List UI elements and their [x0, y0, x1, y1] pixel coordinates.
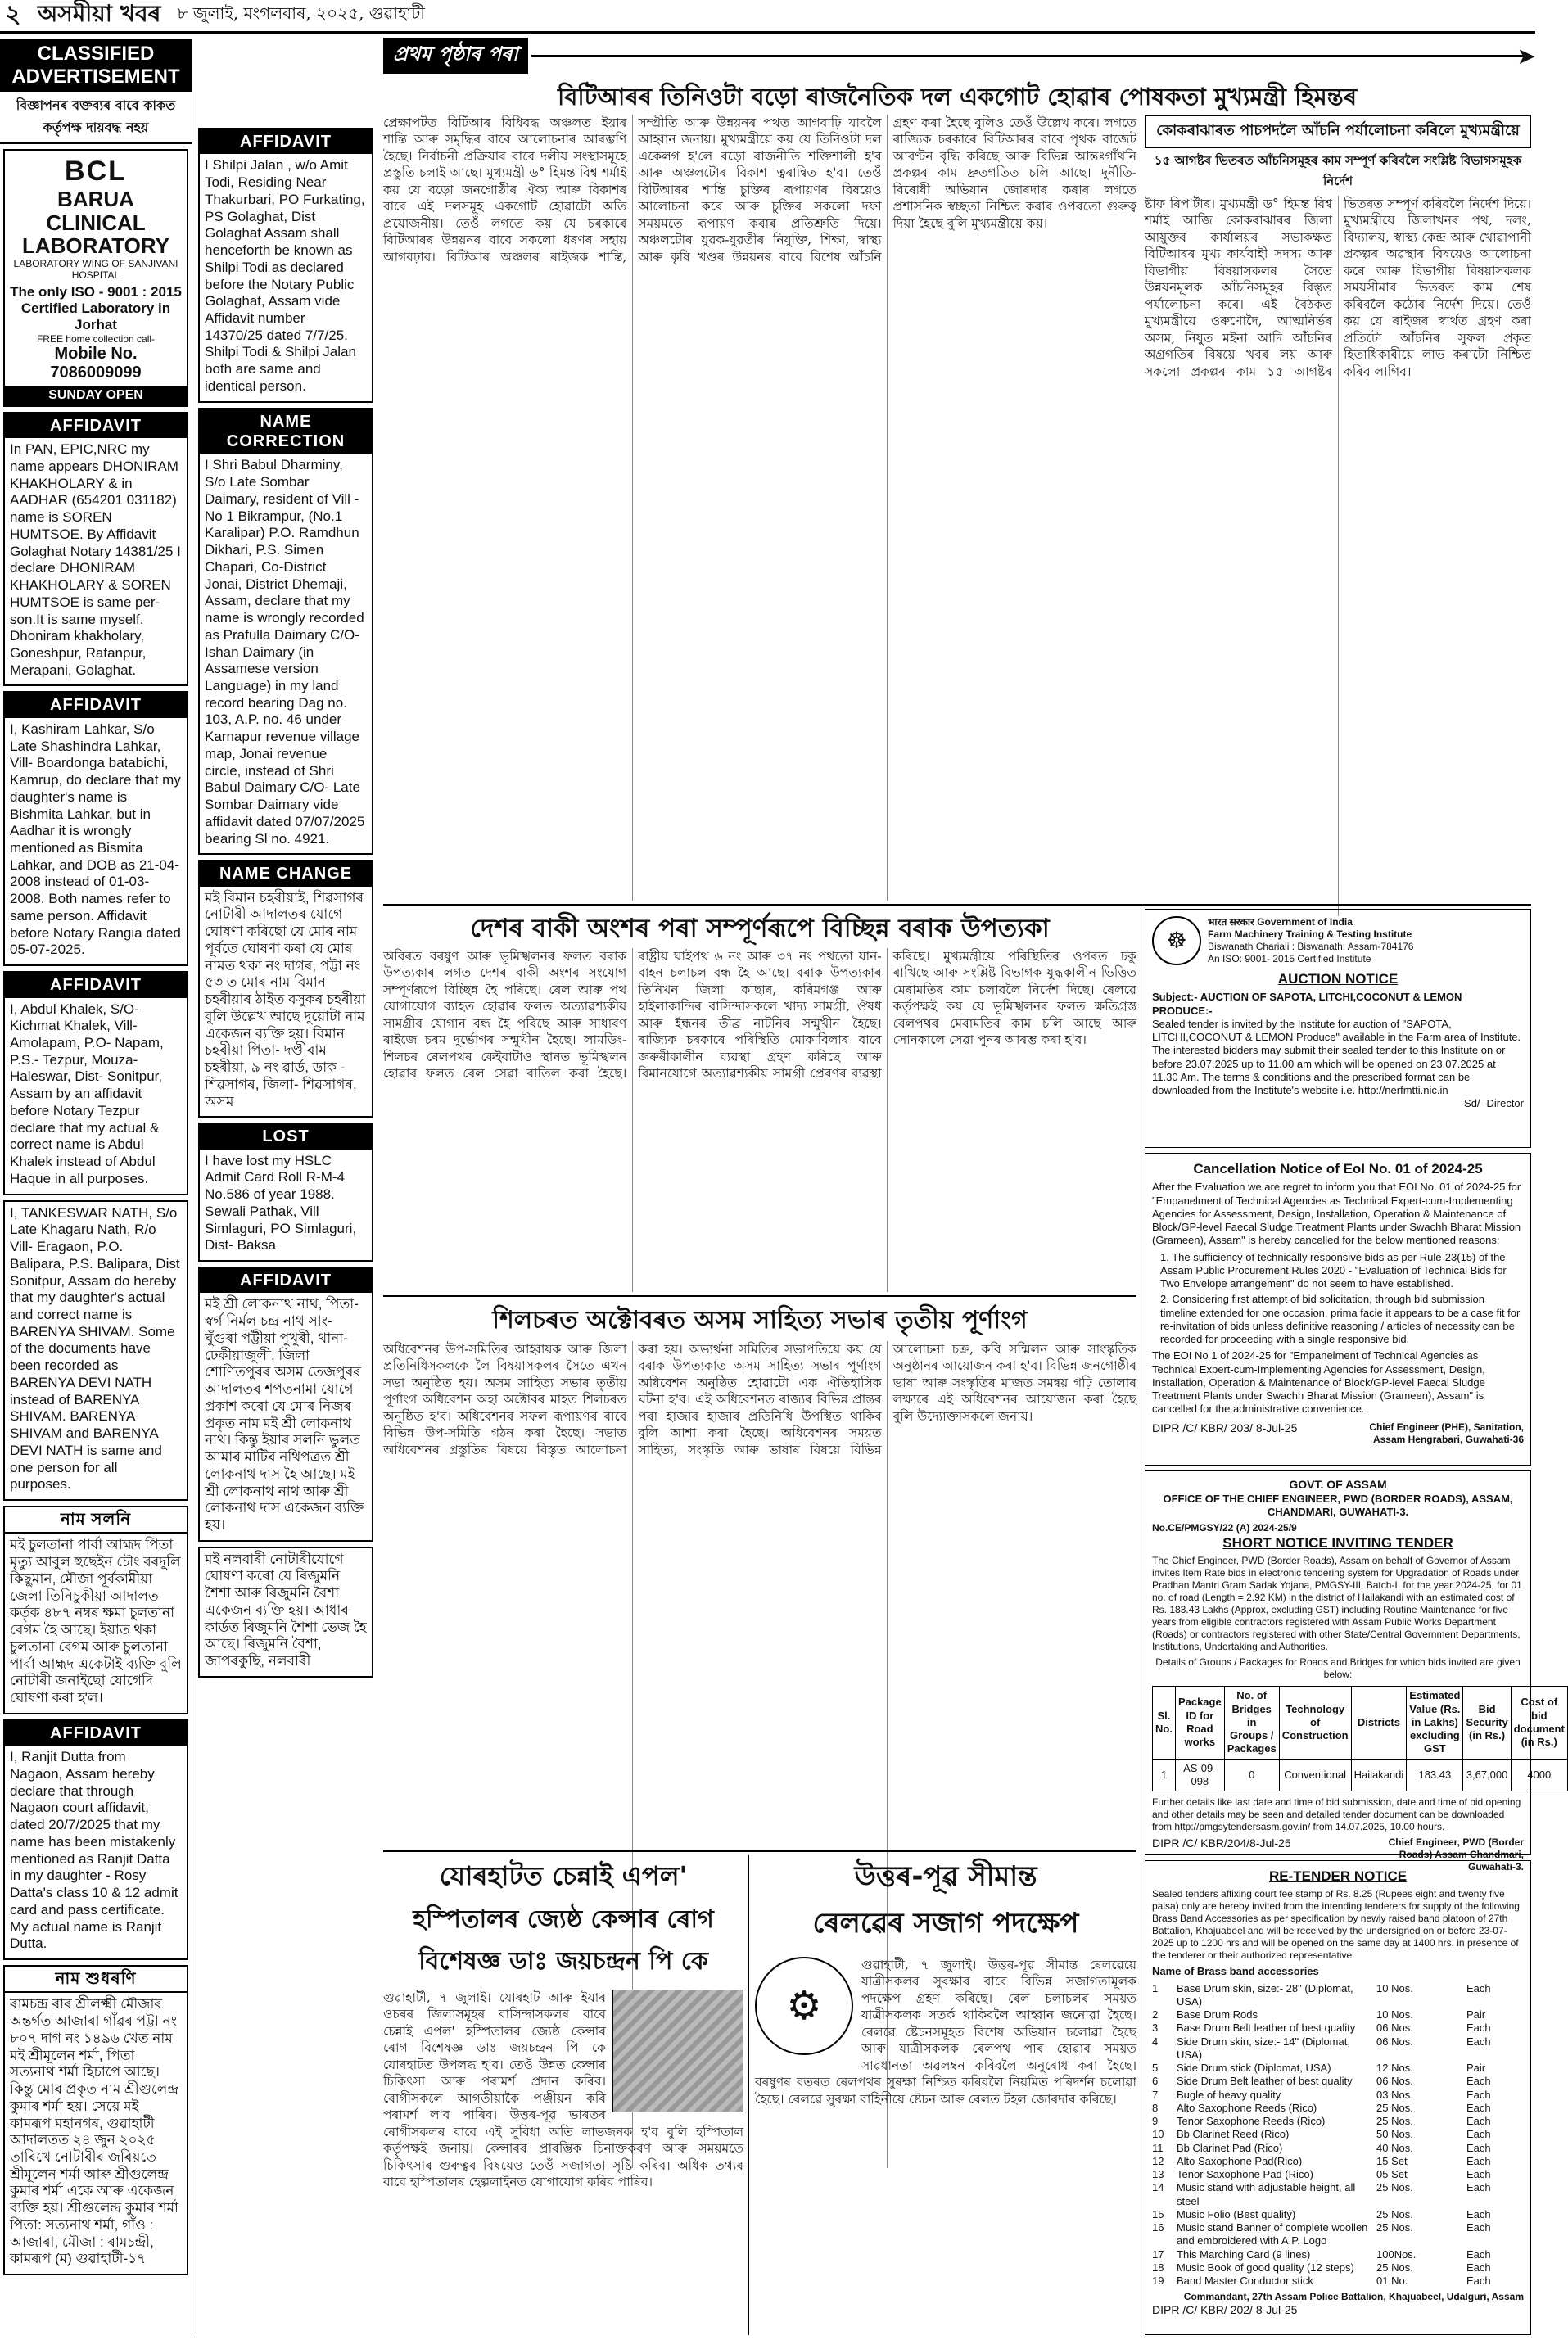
list-item-cell: Bb Clarinet Reed (Rico): [1177, 2128, 1290, 2141]
list-item-cell: Music Book of good quality (12 steps): [1177, 2261, 1354, 2274]
notice-title: AFFIDAVIT: [5, 693, 187, 717]
list-item: [1152, 1982, 1524, 2009]
mid-notice: [198, 128, 373, 403]
masthead: [0, 0, 1535, 29]
left-notice: [3, 1200, 188, 1501]
bcl-home: FREE home collection call-: [36, 332, 156, 345]
brass-band-list: [1152, 1982, 1524, 2288]
masthead-rule: [0, 31, 1535, 34]
list-item-cell: Each: [1466, 2261, 1491, 2274]
list-item-cell: 06 Nos.: [1376, 2022, 1413, 2035]
auction-body: Sealed tender is invited by the Institute for auction of "SAPOTA, LITCHI,COCONUT & LEMON Produce" available in the Farm area of Institute. The interested bidders may submit their sealed tender to this Institute on or before 23.07.2025 up to 11.00 am which will be opened on 23.07.2025 at 11.30 Am. The terms & conditions and the prescribed format can be downloaded from the Institute's website i.e. http://nerfmtti.nic.in: [1152, 1017, 1521, 1096]
list-item-cell: Each: [1466, 2115, 1491, 2127]
classified-column: [0, 39, 192, 2336]
eoi-reason: 2. Considering first attempt of bid solicitation, through bid submission timeline extended for one occasion, prima facie it appears to be a case fit for re-invitation of bids unless definitive reasoning / articles of necessity can be recorded for proceeding with a single responsive bid.: [1160, 1293, 1521, 1345]
list-item-cell: Each: [1466, 2141, 1491, 2154]
list-item-cell: 06 Nos.: [1376, 2075, 1413, 2088]
list-item-cell: 25 Nos.: [1376, 2115, 1413, 2127]
list-item-cell: Base Drum Belt leather of best quality: [1177, 2022, 1356, 2035]
bcl-mobile: Mobile No. 7086009099: [50, 344, 142, 382]
article-1-headline: বিটিআৰৰ তিনিওটা বড়ো ৰাজনৈতিক দল একগোট হোৱাৰ পোষকতা মুখ্যমন্ত্ৰী হিমন্তৰ: [557, 83, 1358, 111]
pwd-table-caption: Details of Groups / Packages for Roads and Bridges for which bids invited are given below:: [1155, 1656, 1521, 1681]
list-item-cell: Each: [1466, 2207, 1491, 2220]
table-header-cell: Districts: [1351, 1687, 1407, 1759]
notice-title: AFFIDAVIT: [5, 1721, 187, 1746]
list-item-cell: 15: [1152, 2207, 1164, 2220]
eoi-title: Cancellation Notice of EoI No. 01 of 2024-25: [1193, 1161, 1483, 1177]
mid-notice: [198, 1123, 373, 1262]
article-2-headline: কোকৰাঝাৰত পাচপদলৈ আঁচনি পৰ্যালোচনা কৰিলে মুখ্যমন্ত্ৰীয়ে: [1145, 115, 1531, 148]
list-item: [1152, 2168, 1524, 2181]
list-item-cell: 19: [1152, 2274, 1164, 2287]
table-header-cell: Cost of bid document (in Rs.): [1511, 1687, 1567, 1759]
notice-body: মই নলবাৰী নোটাৰীযোগে ঘোষণা কৰো যে ৰিজুমনি শৈশা আৰু ৰিজুমনি বৈশা একেজন ব্যক্তি হয়। আধাৰ কাৰ্ডত ৰিজুমনি শৈশা ভেজ হৈ আছে। ৰিজুমনি বৈশা, জাপৰকুছি, নলবাৰী: [205, 1551, 367, 1669]
list-item-cell: 50 Nos.: [1376, 2128, 1413, 2141]
notice-title: নাম সলনি: [5, 1507, 187, 1534]
list-item-cell: 25 Nos.: [1376, 2261, 1413, 2274]
left-notice: [3, 1965, 188, 2275]
list-item-cell: 16: [1152, 2221, 1164, 2234]
list-item-cell: 3: [1152, 2022, 1159, 2035]
list-item-cell: 10 Nos.: [1376, 1981, 1413, 1994]
list-item-cell: Side Drum stick (Diplomat, USA): [1177, 2062, 1331, 2074]
pwd-ref: No.CE/PMGSY/22 (A) 2024-25/9: [1152, 1522, 1297, 1534]
pwd-title: SHORT NOTICE INVITING TENDER: [1222, 1535, 1453, 1551]
classified-column-two: [195, 123, 377, 1842]
table-header-cell: Estimated Value (Rs. in Lakhs) excluding GST: [1407, 1687, 1463, 1759]
list-item-cell: This Marching Card (9 lines): [1177, 2247, 1311, 2261]
divider: [383, 1850, 1136, 1852]
list-item-cell: 40 Nos.: [1376, 2141, 1413, 2154]
article-5-body: গুৱাহাটী, ৭ জুলাই। যোৰহাট আৰু ইয়াৰ ওচৰৰ জিলাসমূহৰ বাসিন্দাসকলৰ বাবে চেন্নাই এপল' হস্পিতালৰ জ্যেষ্ঠ কেন্সাৰ ৰোগ বিশেষজ্ঞ ডাঃ জয়চন্দ্ৰন পি কে যোৰহাটত উপলব্ধ হ'ব। তেওঁ উন্নত কেন্সাৰ চিকিৎসা আৰু পৰামৰ্শ প্ৰদান কৰিব। ৰোগীসকলে আগতীয়াকৈ পঞ্জীয়ন কৰি পৰামৰ্শ ল'ব পাৰিব। উত্তৰ-পূৱ ভাৰতৰ ৰোগীসকলৰ বাবে এই সুবিধা অতি লাভজনক হ'ব বুলি হস্পিতাল কৰ্তৃপক্ষই জনায়। কেন্সাৰৰ প্ৰাৰম্ভিক চিনাক্তকৰণ আৰু সময়মতে চিকিৎসাৰ গুৰুত্বৰ বিষয়েও তেওঁ সজাগতা সৃষ্টি কৰিব। অধিক তথ্যৰ বাবে হস্পিতালৰ হেল্পলাইনত যোগাযোগ কৰিব পাৰিব।: [383, 1990, 743, 2189]
left-notice: [3, 412, 188, 687]
notice-body: I, Kashiram Lahkar, S/o Late Shashindra Lahkar, Vill- Boardonga batabichi, Kamrup, do declare that my daughter's name is Bishmita Lahkar, but in Aadhar it is wrongly mentioned as Bismita Lahkar, and DOB as 21-04-2008 instead of 01-03-2008. Both names refer to same person. Affidavit before Notary Rangia dated 05-07-2025.: [10, 721, 181, 958]
table-cell: 3,67,000: [1463, 1759, 1511, 1791]
eoi-cancellation-notice: [1145, 1153, 1531, 1466]
notice-title: AFFIDAVIT: [5, 973, 187, 997]
article-5: [383, 1855, 743, 2335]
list-item: [1152, 2261, 1524, 2274]
list-item-cell: Tenor Saxophone Pad (Rico): [1177, 2168, 1313, 2180]
pwd-footer: Further details like last date and time of bid submission, date and time of bid opening and other details may be seen and detailed tender document can be downloaded from http://pmgsytendersasm.gov.in/ from 14.07.2025, 10.00 hours.: [1152, 1796, 1521, 1832]
list-item-cell: 25 Nos.: [1376, 2207, 1413, 2220]
left-notice: [3, 971, 188, 1195]
auction-subject: Subject:- AUCTION OF SAPOTA, LITCHI,COCONUT & LEMON PRODUCE:-: [1152, 991, 1462, 1017]
list-item-cell: Music stand Banner of complete woollen and embroidered with A.P. Logo: [1177, 2221, 1368, 2247]
list-item: [1152, 2089, 1524, 2102]
page-number: ২: [5, 0, 21, 29]
list-item-cell: 18: [1152, 2261, 1164, 2274]
list-item: [1152, 2075, 1524, 2088]
list-item-cell: Each: [1466, 2154, 1491, 2167]
notice-body: In PAN, EPIC,NRC my name appears DHONIRAM KHAKHOLARY & in AADHAR (654201 031182) name is SOREN HUMTSOE. By Affidavit Golaghat Notary 14381/25 I declare DHONIRAM KHAKHOLARY & SOREN HUMTSOE is same per-son.It is same myself. Dhoniram khakholary, Goneshpur, Ratanpur, Merapani, Golaghat.: [10, 441, 181, 678]
front-banner-label: প্ৰথম পৃষ্ঠাৰ পৰা: [383, 38, 528, 74]
article-6-body: গুৱাহাটী, ৭ জুলাই। উত্তৰ-পূৱ সীমান্ত ৰেলৱেয়ে যাত্ৰীসকলৰ সুৰক্ষাৰ বাবে বিভিন্ন সজাগতামূলক পদক্ষেপ গ্ৰহণ কৰিছে। ৰেল চলাচলৰ সময়ত যাত্ৰীসকলক সতৰ্ক থাকিবলৈ আহ্বান জনোৱা হৈছে। ৰেলৱে ষ্টেচনসমূহত বিশেষ অভিযান চলোৱা হৈছে আৰু যাত্ৰীসকলক ৰেলপথ পাৰ হোৱাৰ সময়ত সাৱধানতা অৱলম্বন কৰিবলৈ অনুৰোধ কৰা হৈছে। বৰষুণৰ বতৰত ৰেলপথৰ সুৰক্ষা নিশ্চিত কৰিবলৈ নিয়মিত পৰিদৰ্শন চলোৱা হৈছে। ৰেলৱে সুৰক্ষা বাহিনীয়ে ষ্টেচন আৰু ৰেলত টহল জোৰদাৰ কৰিছে।: [755, 1958, 1136, 2107]
list-item-cell: 9: [1152, 2115, 1159, 2127]
list-item-cell: 25 Nos.: [1376, 2181, 1413, 2194]
list-item: [1152, 2274, 1524, 2288]
notice-title: AFFIDAVIT: [200, 1268, 372, 1293]
notice-title: NAME CHANGE: [200, 861, 372, 886]
list-item-cell: 4: [1152, 2035, 1159, 2048]
mid-notice: [198, 860, 373, 1118]
list-item: [1152, 2062, 1524, 2075]
mid-notices: [195, 128, 377, 1678]
notice-title: LOST: [200, 1124, 372, 1149]
notice-title: AFFIDAVIT: [200, 129, 372, 154]
pwd-tender-table: [1152, 1686, 1568, 1791]
list-item-cell: 10: [1152, 2128, 1164, 2141]
list-item: [1152, 2022, 1524, 2035]
pwd-tender-notice: [1145, 1470, 1565, 1872]
pwd-dipr: DIPR /C/ KBR/204/8-Jul-25: [1152, 1836, 1291, 1850]
newspaper-title: অসমীয়া খবৰ: [38, 0, 161, 27]
notice-title: নাম শুধৰণি: [5, 1967, 187, 1993]
eoi-dipr: DIPR /C/ KBR/ 203/ 8-Jul-25: [1152, 1421, 1298, 1434]
list-item-cell: Music Folio (Best quality): [1177, 2207, 1296, 2220]
pwd-sign: Chief Engineer, PWD (Border Roads) Assam Chandmari, Guwahati-3.: [1388, 1836, 1524, 1872]
notice-body: মই বিমান চহৰীয়াই, শিৱসাগৰ নোটাৰী আদালতৰ যোগে ঘোষণা কৰিছো যে মোৰ নাম পূৰ্বতে ঘোষণা কৰা যে মোৰ নামত থকা নং দাগৰ, পট্টা নং ৫৩ ত মোৰ নাম বিমান চহৰীয়াৰ ঠাইত বসুকৰ চহৰীয়া বুলি উল্লেখ আছে দুয়োটা নাম একেজন ব্যক্তি হয়। বিমান চহৰীয়া পিতা- দণ্ডীৰাম চহৰীয়া, ৯ নং ৱাৰ্ড, ডাক - শিৱসাগৰ, জিলা- শিৱসাগৰ, অসম: [205, 889, 366, 1109]
list-item-cell: 06 Nos.: [1376, 2035, 1413, 2048]
auction-notice-ad: [1145, 909, 1531, 1148]
railway-emblem-icon: ⚙: [755, 1957, 853, 2055]
table-cell: 0: [1224, 1759, 1279, 1791]
divider: [748, 1855, 749, 2335]
list-item-cell: Base Drum Rods: [1177, 2008, 1258, 2021]
article-1-headline-block: [383, 79, 1531, 111]
list-item-cell: 25 Nos.: [1376, 2101, 1413, 2114]
auction-org: Farm Machinery Training & Testing Institute: [1208, 928, 1412, 940]
list-item-cell: Each: [1466, 2247, 1491, 2261]
list-item-cell: Each: [1466, 2221, 1491, 2234]
list-item-cell: 10 Nos.: [1376, 2008, 1413, 2021]
bcl-iso: The only ISO - 9001 : 2015 Certified Laboratory in Jorhat: [10, 283, 182, 332]
auction-title: AUCTION NOTICE: [1277, 971, 1399, 987]
article-3-headline-block: [383, 909, 1136, 945]
notice-body: মই চুলতানা পাৰ্বা আহ্মদ পিতা মৃত্যু আবুল হুছেইন চৌং বৰদুলি কিছুমান, মৌজা পূৰ্বকামীয়া জেলা তিনিচুকীয়া আদালত কৰ্তৃক ৪৮৭ নম্বৰ ক্ষমা চুলতানা বেগম হৈ আছে। ইয়াত থকা চুলতানা বেগম আৰু চুলতানা পাৰ্বা আহ্মদ একেটাই ব্যক্তি বুলি নোটাৰী জনাইছো যোগেদি ঘোষণা কৰা হ'ল।: [10, 1537, 182, 1706]
table-cell: Conventional: [1279, 1759, 1351, 1791]
left-notice: [3, 691, 188, 966]
pwd-header2: OFFICE OF THE CHIEF ENGINEER, PWD (BORDER ROADS), ASSAM, CHANDMARI, GUWAHATI-3.: [1163, 1492, 1513, 1518]
eoi-sign: Chief Engineer (PHE), Sanitation, Assam Hengrabari, Guwahati-36: [1369, 1421, 1524, 1445]
article-5-headline-1: যোৰহাটত চেন্নাই এপল': [439, 1860, 688, 1891]
divider: [383, 1295, 1136, 1297]
notice-body: I Shilpi Jalan , w/o Amit Todi, Residing Near Thakurbari, PO Furkating, PS Golaghat, Dist Golaghat Assam shall henceforth be known as Shilpi Todi as declared before the Notary Public Golaghat, Assam vide Affidavit number 14370/25 dated 7/7/25. Shilpi Todi & Shilpi Jalan both are same and identical person.: [205, 157, 365, 394]
list-item-cell: 17: [1152, 2247, 1164, 2261]
notice-title: AFFIDAVIT: [5, 413, 187, 438]
retender-body: Sealed tenders affixing court fee stamp of Rs. 8.25 (Rupees eight and twenty five paisa) only are hereby invited from the intending tenderers for supply of the following Brass Band Accessories as per specification by newly raised band platoon of 27th Battalion, Khajuabeel and will be received by the undersigned on or before 23-07-2025 up to 1200 hrs and will be opened on the same day at 1400 hrs. in presence of the tenderer or their authorized representative.: [1152, 1888, 1520, 1962]
eoi-note: The EOI No 1 of 2024-25 for "Empanelment of Technical Agencies as Technical Expert-cum-Implementing Agencies for Assessment, Design, Installation, Operation & Maintenance of Block/GP-level Faecal Sludge Treatment Plants under Swachh Bharat Mission (Grameen), Assam" is cancelled for the administrative convenience.: [1152, 1349, 1485, 1416]
list-item-cell: 8: [1152, 2101, 1159, 2114]
notice-body: মই শ্ৰী লোকনাথ নাথ, পিতা-স্বৰ্গ নিৰ্মল চন্দ্ৰ নাথ সাং- ঘুঁগুৰা পট্টীয়া পুখুৰী, থানা-ঢেকীয়াজুলী, জিলা শোণিতপুৰৰ অসম তেজপুৰৰ আদালতৰ শপতনামা যোগে প্ৰকাশ কৰো যে মোৰ নিজৰ প্ৰকৃত নাম মই শ্ৰী লোকনাথ নাথ। কিন্তু ইয়াৰ সলনি ভুলত আমাৰ মাটিৰ নথিপত্ৰত শ্ৰী লোকনাথ দাস হৈ আছে। মই শ্ৰী লোকনাথ নাথ আৰু শ্ৰী লোকনাথ দাস একেজন ব্যক্তি হয়।: [205, 1296, 364, 1534]
mid-notice: [198, 1547, 373, 1678]
notice-body: ৰামচন্দ্ৰ ৰাৰ শ্ৰীলক্ষ্মী মৌজাৰ অন্তৰ্গত আজাৰা গাঁৱৰ পট্টা নং ৮০৭ দাগ নং ১৪৯৬ খেত নাম মই শ্ৰীমূলেন শৰ্মা, পিতা সত্যনাথ শৰ্মা হিচাপে আছে। কিন্তু মোৰ প্ৰকৃত নাম শ্ৰীগুলেন্দ্ৰ কুমাৰ শৰ্মা হয়। সেয়ে মই কামৰূপ মহানগৰ, গুৱাহাটী আদালতত ২৪ জুন ২০২৫ তাৰিখে নোটাৰীৰ জৰিয়তে শ্ৰীমূলেন শৰ্মা আৰু শ্ৰীগুলেন্দ্ৰ কুমাৰ শৰ্মা একে আৰু একেজন ব্যক্তি হয়। শ্ৰীগুলেন্দ্ৰ কুমাৰ শৰ্মা পিতা: সত্যনাথ শৰ্মা, গাঁও : আজাৰা, মৌজা : ৰামচন্দ্ৰী, কামৰূপ (ম) গুৱাহাটী-১৭: [10, 1996, 179, 2267]
divider: [383, 904, 1531, 906]
bcl-wing: LABORATORY WING OF SANJIVANI HOSPITAL: [13, 257, 178, 281]
retender-dipr: DIPR /C/ KBR/ 202/ 8-Jul-25: [1152, 2303, 1298, 2317]
list-item: [1152, 2035, 1524, 2062]
left-notice: [3, 1506, 188, 1714]
list-item: [1152, 2142, 1524, 2155]
list-item-cell: 12 Nos.: [1376, 2062, 1413, 2074]
list-item-cell: 1: [1152, 1981, 1159, 1994]
list-item-cell: Each: [1466, 2022, 1491, 2035]
issue-date: ৮ জুলাই, মংগলবাৰ, ২০২৫, গুৱাহাটী: [177, 2, 425, 23]
bcl-open: SUNDAY OPEN: [5, 386, 187, 405]
list-item: [1152, 2115, 1524, 2128]
list-item: [1152, 2102, 1524, 2115]
retender-title: RE-TENDER NOTICE: [1268, 1868, 1408, 1884]
article-2-body: ষ্টাফ ৰিপ'ৰ্টাৰ। মুখ্যমন্ত্ৰী ড° হিমন্ত বিশ্ব শৰ্মাই আজি কোকৰাঝাৰৰ জিলা আয়ুক্তৰ কাৰ্যালয়ৰ সভাকক্ষত বিটিআৰৰ মুখ্য কাৰ্যবাহী সদস্য আৰু বিভাগীয় বিষয়াসকলৰ সৈতে উন্নয়নমূলক আঁচনিসমূহৰ বিস্তৃত পৰ্যালোচনা কৰে। এই বৈঠকত মুখ্যমন্ত্ৰীয়ে ওৰুণোদৈ, আত্মনিৰ্ভৰ অসম, নিযুত মইনা আদি আঁচনিৰ অগ্ৰগতিৰ বিষয়ে খবৰ লয় আৰু সকলো প্ৰকল্পৰ কাম ১৫ আগষ্টৰ ভিতৰত সম্পূৰ্ণ কৰিবলৈ নিৰ্দেশ দিয়ে। মুখ্যমন্ত্ৰীয়ে জিলাখনৰ পথ, দলং, বিদ্যালয়, স্বাস্থ্য কেন্দ্ৰ আৰু খোৱাপানী প্ৰকল্পৰ অৱস্থাৰ বিষয়েও আলোচনা কৰে আৰু বিভাগীয় বিষয়াসকলক সময়সীমাৰ ভিতৰত কাম শেষ কৰিবলৈ কঠোৰ নিৰ্দেশ দিয়ে। তেওঁ কয় যে ৰাইজৰ স্বাৰ্থত গ্ৰহণ কৰা প্ৰতিটো আঁচনিৰ সুফল প্ৰকৃত হিতাধিকাৰীয়ে লাভ কৰাটো নিশ্চিত কৰিব লাগিব।: [1145, 197, 1531, 379]
notice-body: I have lost my HSLC Admit Card Roll R-M-4 No.586 of year 1988. Sewali Pathak, Vill Simlaguri, PO Simlaguri, Dist- Baksa: [205, 1152, 357, 1254]
list-item: [1152, 2008, 1524, 2022]
article-6-headline-2: ৰেলৱেৰ সজাগ পদক্ষেপ: [812, 1907, 1079, 1940]
list-item-cell: Base Drum skin, size:- 28" (Diplomat, USA): [1177, 1981, 1353, 2008]
bcl-lab-ad: [3, 149, 188, 407]
list-item-cell: Tenor Saxophone Reeds (Rico): [1177, 2115, 1326, 2127]
list-item-cell: 25 Nos.: [1376, 2221, 1413, 2234]
list-item-cell: Each: [1466, 2168, 1491, 2180]
table-header-cell: Package ID for Road works: [1175, 1687, 1224, 1759]
list-item-cell: Each: [1466, 2128, 1491, 2141]
list-item-cell: Each: [1466, 2035, 1491, 2048]
list-item-cell: 100Nos.: [1376, 2247, 1417, 2261]
list-item-cell: 01 No.: [1376, 2274, 1408, 2287]
table-header-cell: Sl. No.: [1153, 1687, 1176, 1759]
re-tender-notice: [1145, 1860, 1531, 2335]
list-item-cell: Music stand with adjustable height, all steel: [1177, 2181, 1356, 2207]
eoi-reason: 1. The sufficiency of technically responsive bids as per Rule-23(15) of the Assam Public Procurement Rules 2020 - "Evaluation of Technical Bids for Two Envelope arrangement" do not seem to have established.: [1160, 1250, 1507, 1290]
list-item-cell: Each: [1466, 2274, 1491, 2287]
retender-sign: Commandant, 27th Assam Police Battalion, Khajuabeel, Udalguri, Assam: [1183, 2291, 1524, 2303]
list-item-cell: 15 Set: [1376, 2154, 1408, 2167]
list-item-cell: 13: [1152, 2168, 1164, 2180]
pwd-body: The Chief Engineer, PWD (Border Roads), Assam on behalf of Governor of Assam invites Item Rate bids in electronic tendering system for Upgradation of Roads under Pradhan Mantri Gram Sadak Yojana, PMGSY-III, Batch-I, for the year 2024-25, for 01 no. of road (Length = 2.92 KM) in the district of Hailakandi with an estimated cost of Rs. 183.43 Lakhs (Approx, excluding GST) including Routine Maintenance for five years from eligible contractors registered with Assam Public Works Department (Roads) or contractors registered with other State/Central Government Departments, Institutions, Undertaking and Authorities.: [1152, 1555, 1522, 1653]
list-item-cell: Band Master Conductor stick: [1177, 2274, 1313, 2287]
retender-list-title: Name of Brass band accessories: [1152, 1965, 1319, 1978]
article-5-headline-3: বিশেষজ্ঞ ডাঃ জয়চন্দ্ৰন পি কে: [418, 1947, 708, 1976]
list-item: [1152, 2128, 1524, 2141]
notice-body: I, Abdul Khalek, S/O- Kichmat Khalek, Vill- Amolapam, P.O- Napam, P.S.- Tezpur, Mouza- Haleswar, Dist- Sonitpur, Assam by an affidavit before Notary Tezpur declare that my actual & correct name is Abdul Khalek instead of Abdul Haque in all purposes.: [10, 1001, 164, 1186]
article-2: [1145, 115, 1531, 901]
eoi-body: After the Evaluation we are regret to inform you that EOI No. 01 of 2024-25 for "Empanelment of Technical Agencies as Technical Expert-cum-Implementing Agencies for Assessment, Design, Installation, Operation & Maintenance of Block/GP-level Faecal Sludge Treatment Plants under Swachh Bharat Mission (Grameen), Assam" is hereby cancelled for the below mentioned reasons:: [1152, 1181, 1521, 1247]
classified-subheader: বিজ্ঞাপনৰ বক্তব্যৰ বাবে কাকত কৰ্তৃপক্ষ দায়বদ্ধ নহয়: [0, 92, 192, 144]
notice-body: I Shri Babul Dharminy, S/o Late Sombar Daimary, resident of Vill - No 1 Bikrampur, (No.1 Karalipar) P.O. Ramdhun Dikhari, P.S. Simen Chapari, Co-District Jonai, District Dhemaji, Assam, declare that my name is wrongly recorded as Prafulla Daimary C/O- Ishan Daimary (in Assamese version Language) in my land record bearing Dag no. 103, A.P. no. 46 under Karnapur revenue village map, Jonai revenue circle, instead of Shri Babul Daimary C/O- Late Sombar Daimary vide affidavit dated 07/07/2025 bearing Sl no. 4921.: [205, 457, 365, 847]
article-4-headline: শিলচৰত অক্টোবৰত অসম সাহিত্য সভাৰ তৃতীয় পূৰ্ণাংগ: [492, 1306, 1028, 1335]
article-6-headline-1: উত্তৰ-পূৱ সীমান্ত: [854, 1860, 1037, 1893]
table-cell: 183.43: [1407, 1759, 1463, 1791]
left-notice: [3, 1719, 188, 1960]
notice-title: NAME CORRECTION: [200, 409, 372, 454]
auction-sign: Sd/- Director: [1464, 1097, 1524, 1110]
list-item-cell: Bugle of heavy quality: [1177, 2088, 1281, 2101]
list-item-cell: 5: [1152, 2062, 1159, 2074]
auction-iso: An ISO: 9001- 2015 Certified Institute: [1208, 953, 1371, 964]
list-item-cell: Bb Clarinet Pad (Rico): [1177, 2141, 1283, 2154]
list-item-cell: 11: [1152, 2141, 1164, 2154]
mid-notice: [198, 408, 373, 856]
indian-railways-logo: [755, 1957, 853, 2055]
list-item-cell: Alto Saxophone Reeds (Rico): [1177, 2101, 1317, 2114]
list-item: [1152, 2221, 1524, 2248]
list-item-cell: Each: [1466, 1981, 1491, 1994]
list-item: [1152, 2155, 1524, 2168]
bcl-logo: BCL: [65, 156, 127, 187]
list-item-cell: 05 Set: [1376, 2168, 1408, 2180]
bcl-name: BARUA CLINICAL LABORATORY: [21, 187, 170, 259]
main-content: [383, 39, 1565, 2336]
government-emblem-icon: ☸: [1152, 916, 1201, 965]
notice-body: I, Ranjit Dutta from Nagaon, Assam hereby declare that through Nagaon court affidavit, dated 20/7/2025 that my name has been mistakenly mentioned as Ranjit Datta in my daughter - Rosy Datta's class 10 & 12 admit card and pass certificate. My actual name is Ranjit Dutta.: [10, 1749, 178, 1952]
list-item-cell: Pair: [1466, 2008, 1486, 2021]
table-cell: AS-09-098: [1175, 1759, 1224, 1791]
list-item-cell: Each: [1466, 2075, 1491, 2088]
mid-notice: [198, 1267, 373, 1542]
list-item-cell: 6: [1152, 2075, 1159, 2088]
list-item: [1152, 2181, 1524, 2208]
list-item: [1152, 2208, 1524, 2221]
table-cell: 4000: [1511, 1759, 1567, 1791]
list-item-cell: 7: [1152, 2088, 1159, 2101]
auction-header: भारत सरकार Government of India: [1208, 916, 1353, 928]
pwd-header1: GOVT. OF ASSAM: [1289, 1478, 1387, 1491]
table-header-cell: No. of Bridges in Groups / Packages: [1224, 1687, 1279, 1759]
list-item-cell: Each: [1466, 2088, 1491, 2101]
left-notices: [0, 412, 192, 2275]
table-header-cell: Bid Security (in Rs.): [1463, 1687, 1511, 1759]
front-page-banner: [383, 39, 1531, 72]
classified-header: CLASSIFIED ADVERTISEMENT: [0, 39, 192, 92]
list-item-cell: 12: [1152, 2154, 1164, 2167]
list-item: [1152, 2248, 1524, 2261]
article-2-subhead: ১৫ আগষ্টৰ ভিতৰত আঁচনিসমূহৰ কাম সম্পূৰ্ণ কৰিবলৈ সংশ্লিষ্ট বিভাগসমূহক নিৰ্দেশ: [1154, 153, 1522, 188]
table-header-cell: Technology of Construction: [1279, 1687, 1351, 1759]
table-cell: Hailakandi: [1351, 1759, 1407, 1791]
doctor-photo: [612, 1990, 743, 2112]
article-1-body: প্ৰেক্ষাপটত বিটিআৰ বিধিবদ্ধ অঞ্চলত ইয়াৰ শান্তি আৰু সমৃদ্ধিৰ বাবে আলোচনাৰ আৰম্ভণি হৈছে। নিৰ্বাচনী প্ৰক্ৰিয়াৰ বাবে দলীয় সংস্থাসমূহে প্ৰস্তুতি চলাই আছে। মুখ্যমন্ত্ৰী ড° হিমন্ত বিশ্ব শৰ্মাই কয় যে বড়ো জনগোষ্ঠীৰ ঐক্য আৰু বিকাশৰ বাবে এই দলসমূহ একগোট হোৱাটো অতি প্ৰয়োজনীয়। তেওঁ লগতে কয় যে চৰকাৰে বিটিআৰৰ উন্নয়নৰ বাবে সকলো ধৰণৰ সহায় আগবঢ়াব। বিটিআৰ অঞ্চলৰ ৰাইজক শান্তি, সম্প্ৰীতি আৰু উন্নয়নৰ পথত আগবাঢ়ি যাবলৈ আহ্বান জনায়। মুখ্যমন্ত্ৰীয়ে কয় যে তিনিওটা দল একেলগ হ'লে বড়ো ৰাজনীতি শক্তিশালী হ'ব আৰু অঞ্চলটোৰ বিকাশ ত্বৰান্বিত হ'ব। তেওঁ বিটিআৰৰ শান্তি চুক্তিৰ ৰূপায়ণৰ বিষয়েও আলোচনা কৰে আৰু চুক্তিৰ সকলো দফা সময়মতে ৰূপায়ণ কৰাৰ প্ৰতিশ্ৰুতি দিয়ে। অঞ্চলটোৰ যুৱক-যুৱতীৰ নিযুক্তি, শিক্ষা, স্বাস্থ্য আৰু কৃষি খণ্ডৰ উন্নয়নৰ বাবে বিশেষ আঁচনি গ্ৰহণ কৰা হৈছে বুলিও তেওঁ উল্লেখ কৰে। লগতে ৰাজ্যিক চৰকাৰে বিটিআৰৰ বাবে পৃথক বাজেট আবণ্টন বৃদ্ধি কৰিছে আৰু বিভিন্ন আন্তঃগাঁথনি প্ৰকল্পৰ কাম দ্ৰুতগতিত চলি আছে। দুৰ্নীতি-বিৰোধী অভিযান জোৰদাৰ কৰাৰ লগতে প্ৰশাসনিক স্বচ্ছতা নিশ্চিত কৰাৰ ওপৰতো গুৰুত্ব দিয়া হৈছে বুলি মুখ্যমন্ত্ৰীয়ে কয়।: [383, 115, 1136, 264]
article-4-headline-block: [383, 1300, 1136, 1336]
list-item-cell: Side Drum skin, size:- 14" (Diplomat, USA): [1177, 2035, 1350, 2061]
list-item-cell: Side Drum Belt leather of best quality: [1177, 2075, 1353, 2088]
list-item-cell: Each: [1466, 2101, 1491, 2114]
article-3-body: অবিৰত বৰষুণ আৰু ভূমিস্খলনৰ ফলত বৰাক উপত্যকাৰ লগত দেশৰ বাকী অংশৰ সংযোগ সম্পূৰ্ণৰূপে বিচ্ছিন্ন হৈ পৰিছে। ৰেল আৰু পথ যোগাযোগ ব্যাহত হোৱাৰ ফলত অত্যাৱশ্যকীয় সামগ্ৰীৰ যোগান বন্ধ হৈ পৰিছে আৰু সাধাৰণ ৰাইজে চৰম দুৰ্ভোগৰ সন্মুখীন হৈছে। লামডিং-শিলচৰ ৰেলপথৰ কেইবাটাও স্থানত ভূমিস্খলন হোৱাৰ ফলত ৰেল সেৱা বাতিল কৰা হৈছে। ৰাষ্ট্ৰীয় ঘাইপথ ৬ নং আৰু ৩৭ নং পথতো যান-বাহন চলাচল বন্ধ হৈ আছে। বৰাক উপত্যকাৰ তিনিখন জিলা কাছাৰ, কৰিমগঞ্জ আৰু হাইলাকান্দিৰ বাসিন্দাসকলে খাদ্য সামগ্ৰী, ঔষধ আৰু ইন্ধনৰ তীব্ৰ নাটনিৰ সন্মুখীন হৈছে। ৰাজ্যিক চৰকাৰে পৰিস্থিতি মোকাবিলাৰ বাবে জৰুৰীকালীন ব্যৱস্থা গ্ৰহণ কৰিছে আৰু বিমানযোগে অত্যাৱশ্যকীয় সামগ্ৰী প্ৰেৰণৰ ব্যৱস্থা কৰিছে। মুখ্যমন্ত্ৰীয়ে পৰিস্থিতিৰ ওপৰত চকু ৰাখিছে আৰু সংশ্লিষ্ট বিভাগক যুদ্ধকালীন ভিত্তিত মেৰামতিৰ কাম চলাবলৈ নিৰ্দেশ দিছে। ৰেলৱে কৰ্তৃপক্ষই কয় যে ভূমিস্খলনৰ ফলত ক্ষতিগ্ৰস্ত ৰেলপথৰ মেৰামতিৰ কাম চলি আছে আৰু সোনকালে সেৱা পুনৰ আৰম্ভ কৰা হ'ব।: [383, 949, 1136, 1082]
list-item-cell: 14: [1152, 2181, 1164, 2194]
list-item-cell: Each: [1466, 2181, 1491, 2194]
article-5-headline-2: হস্পিতালৰ জ্যেষ্ঠ কেন্সাৰ ৰোগ: [413, 1905, 714, 1934]
article-3-headline: দেশৰ বাকী অংশৰ পৰা সম্পূৰ্ণৰূপে বিচ্ছিন্ন বৰাক উপত্যকা: [470, 914, 1050, 943]
notice-body: I, TANKESWAR NATH, S/o Late Khagaru Nath, R/o Vill- Eragaon, P.O. Balipara, P.S. Balipara, Dist Sonitpur, Assam do hereby that my daughter's actual and correct name is BARENYA SHIVAM. Some of the documents have been recorded as BARENYA DEVI NATH instead of BARENYA SHIVAM. BARENYA SHIVAM and BARENYA DEVI NATH is same and one person for all purposes.: [10, 1204, 180, 1493]
arrow-right-icon: [531, 55, 1531, 57]
list-item-cell: 03 Nos.: [1376, 2088, 1413, 2101]
list-item-cell: Alto Saxophone Pad(Rico): [1177, 2154, 1303, 2167]
table-cell: 1: [1153, 1759, 1176, 1791]
list-item-cell: Pair: [1466, 2062, 1486, 2074]
article-4-body: অধিবেশনৰ উপ-সমিতিৰ আহ্বায়ক আৰু জিলা প্ৰতিনিধিসকলকে লৈ বিষয়াসকলৰ সৈতে এখন সভা অনুষ্ঠিত হয়। অসম সাহিত্য সভাৰ তৃতীয় পূৰ্ণাংগ অধিবেশন অহা অক্টোবৰ মাহত শিলচৰত অনুষ্ঠিত হ'ব। অধিবেশনৰ সফল ৰূপায়ণৰ বাবে বিভিন্ন উপ-সমিতি গঠন কৰা হৈছে। সভাত অধিবেশনৰ প্ৰস্তুতিৰ বিষয়ে বিস্তৃত আলোচনা কৰা হয়। অভ্যৰ্থনা সমিতিৰ সভাপতিয়ে কয় যে বৰাক উপত্যকাত অসম সাহিত্য সভাৰ পূৰ্ণাংগ অধিবেশন অনুষ্ঠিত হোৱাটো এক ঐতিহাসিক ঘটনা হ'ব। এই অধিবেশনত ৰাজ্যৰ বিভিন্ন প্ৰান্তৰ পৰা হাজাৰ হাজাৰ প্ৰতিনিধি উপস্থিত থাকিব বুলি আশা কৰা হৈছে। অধিবেশনৰ সময়ত সাহিত্য, সংস্কৃতি আৰু ভাষাৰ বিষয়ে বিভিন্ন আলোচনা চক্ৰ, কবি সন্মিলন আৰু সাংস্কৃতিক অনুষ্ঠানৰ আয়োজন কৰা হ'ব। বিভিন্ন জনগোষ্ঠীৰ ভাষা আৰু সংস্কৃতিৰ মাজত সমন্বয় গঢ়ি তোলাৰ লক্ষ্যৰে এই অধিবেশনৰ আয়োজন কৰা হৈছে বুলি উদ্যোক্তাসকলে জনায়।: [383, 1342, 1136, 1457]
article-6: [755, 1855, 1136, 2335]
auction-place: Biswanath Chariali : Biswanath: Assam-784176: [1208, 941, 1414, 952]
list-item-cell: 2: [1152, 2008, 1159, 2021]
eoi-reasons: [1160, 1251, 1524, 1347]
